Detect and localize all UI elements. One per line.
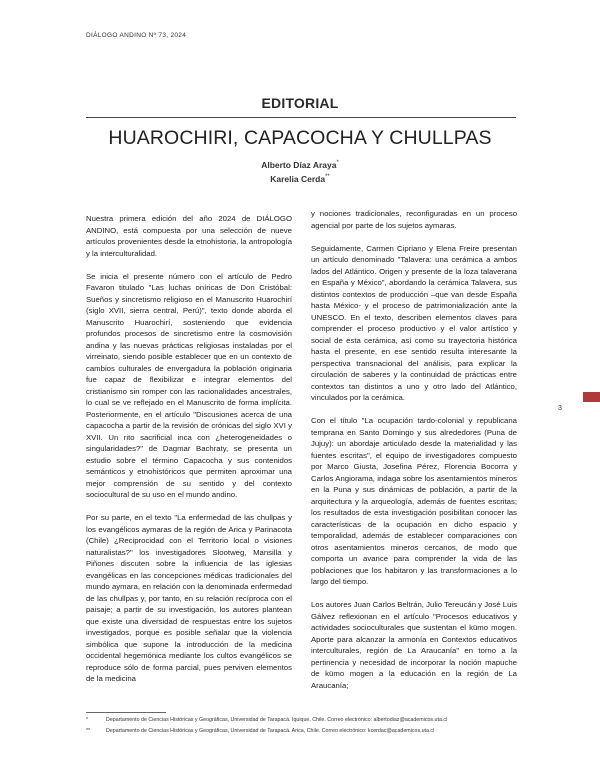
right-column: [311, 208, 517, 703]
paragraph: Por su parte, en el texto "La enfermedad de las chullpas y los evangélicos aymaras de la región de Arica y Parinacota (Chile) ¿Reciprocidad con el Territorio local o visiones naturalistas?" los investigadores Slootweg, Mansilla y Piñones discuten sobre la influencia de las iglesias evangélicas en las concepciones médicas tradicionales del mundo aymara, en relación con la denominada enfermedad de las chullpas y, por tanto, en su relación recíproca con el paisaje; a partir de su investigación, los autores plantean que existe una diversidad de respuestas entre los sujetos investigados, porque es posible señalar que la violencia simbólica que supone la introducción de la medicina occidental hegemónica mediante los cultos evangélicos se reproduce sólo de forma parcial, pues perviven elementos de la medicina: [86, 513, 292, 683]
title-divider: [86, 117, 516, 118]
left-column: [86, 213, 292, 696]
footnote-divider: [86, 712, 166, 713]
paragraph: Seguidamente, Carmen Cipriano y Elena Freire presentan un artículo denominado "Talavera: una cerámica a ambos lados del Atlántico. Origen y presente de la loza talaverana en España y México", abordando la cerámica Talavera, sus distintos contextos de producción –que van desde España hasta México- y el proceso de patrimonialización ante la UNESCO. En el texto, describen elementos claves para comprender el proceso productivo y el valor artístico y social de esta cerámica, así como su trayectoria histórica hasta el presente, en ese sentido resulta interesante la perspectiva transnacional del análisis, para explicar la circulación de saberes y la continuidad de prácticas entre contextos tan distintos a uno y otro lado del Atlántico, vinculados por la cerámica.: [311, 243, 517, 402]
paragraph: Los autores Juan Carlos Beltrán, Julio Tereucán y José Luis Gálvez reflexionan en el artículo "Procesos educativos y actividades socioculturales que sustentan el kümo mogen. Aporte para alcanzar la armonía en Contextos educativos interculturales, región de La Araucanía" en torno a la pertinencia y necesidad de incorporar la noción mapuche de kümo mogen a la educación en la región de La Araucanía;: [311, 600, 517, 690]
author-footnote-mark: **: [325, 174, 330, 181]
paragraph: y nociones tradicionales, reconfiguradas en un proceso agencial por parte de los sujetos aymaras.: [311, 209, 517, 230]
page-number: 3: [558, 405, 562, 412]
author-name: Karelia Cerda: [270, 174, 326, 184]
footnote-2: [86, 728, 434, 734]
paragraph: Con el título "La ocupación tardo-colonial y republicana temprana en Santo Domingo y sus alrededores (Puna de Jujuy): un abordaje articulado desde la materialidad y las fuentes escritas", el equipo de investigadores compuesto por Marco Giusta, Josefina Pérez, Florencia Bocorra y Carlos Angiorama, indaga sobre los asentamientos mineros en la Puna y sus dinámicas de población, a partir de la arquitectura y la arqueología, además de fuentes escritas; los resultados de esta investigación posibilitan conocer las características de la ocupación en dicho espacio y temporalidad, además de establecer comparaciones con otros asentamientos mineros cercanos, de modo que comporta un avance para comprender la vida de las poblaciones que los habitaron y las transformaciones a lo largo del tiempo.: [311, 416, 517, 586]
footnote-text: Departamento de Ciencias Históricas y Geográficas, Universidad de Tarapacá. Iquique, Chile. Correo electrónico: albertodiaz@academicos.uta.cl: [106, 717, 448, 723]
footnote-text: Departamento de Ciencias Históricas y Geográficas, Universidad de Tarapacá. Arica, Chile. Correo electrónico: kcerdac@academicos.uta.cl: [106, 728, 435, 734]
footnote-1: [86, 717, 447, 723]
running-head: DIÁLOGO ANDINO Nº 73, 2024: [86, 32, 187, 39]
side-tab-marker: [583, 392, 600, 402]
paragraph: Nuestra primera edición del año 2024 de DIÁLOGO ANDINO, está compuesta por una selección de nueve artículos provenientes desde la etnohistoria, la antropología y la interculturalidad.: [86, 214, 292, 258]
author-2: [0, 174, 600, 184]
author-footnote-mark: *: [336, 160, 339, 167]
paragraph: Se inicia el presente número con el artículo de Pedro Favaron titulado "Las luchas oníricas de Don Cristóbal: Sueños y sincretismo religioso en el Manuscrito Huarochirí (siglo XVII, sierra central, Perú)", texto donde aborda el Manuscrito Huarochirí, sosteniendo que evidencia profundos procesos de sincretismo entre la cosmovisión andina y las nuevas prácticas religiosas instaladas por el virreinato, siendo posible establecer que en un contexto de cambios culturales de envergadura la población originaria fue capaz de flexibilizar e integrar elementos del cristianismo sin romper con las racionalidades ancestrales, lo cual se ve reflejado en el Manuscrito de forma implícita. Posteriormente, en el artículo "Discusiones acerca de una capacocha a partir de la revisión de crónicas del siglo XVI y XVII. Un rito sacrificial inca con ¿heterogeneidades o singularidades?" de Dagmar Bachraty, se presenta un estudio sobre el término Capacocha y sus contenidos semánticos y etnohistóricos que permiten aproximar una mejor comprensión de su sentido y del contexto sociocultural de su uso en el mundo andino.: [86, 271, 292, 499]
footnote-mark: **: [86, 728, 91, 734]
footnote-mark: *: [86, 717, 89, 723]
article-title: HUAROCHIRI, CAPACOCHA Y CHULLPAS: [108, 127, 492, 149]
author-name: Alberto Díaz Araya: [261, 160, 337, 170]
author-1: [0, 160, 600, 170]
section-label: EDITORIAL: [261, 95, 339, 111]
